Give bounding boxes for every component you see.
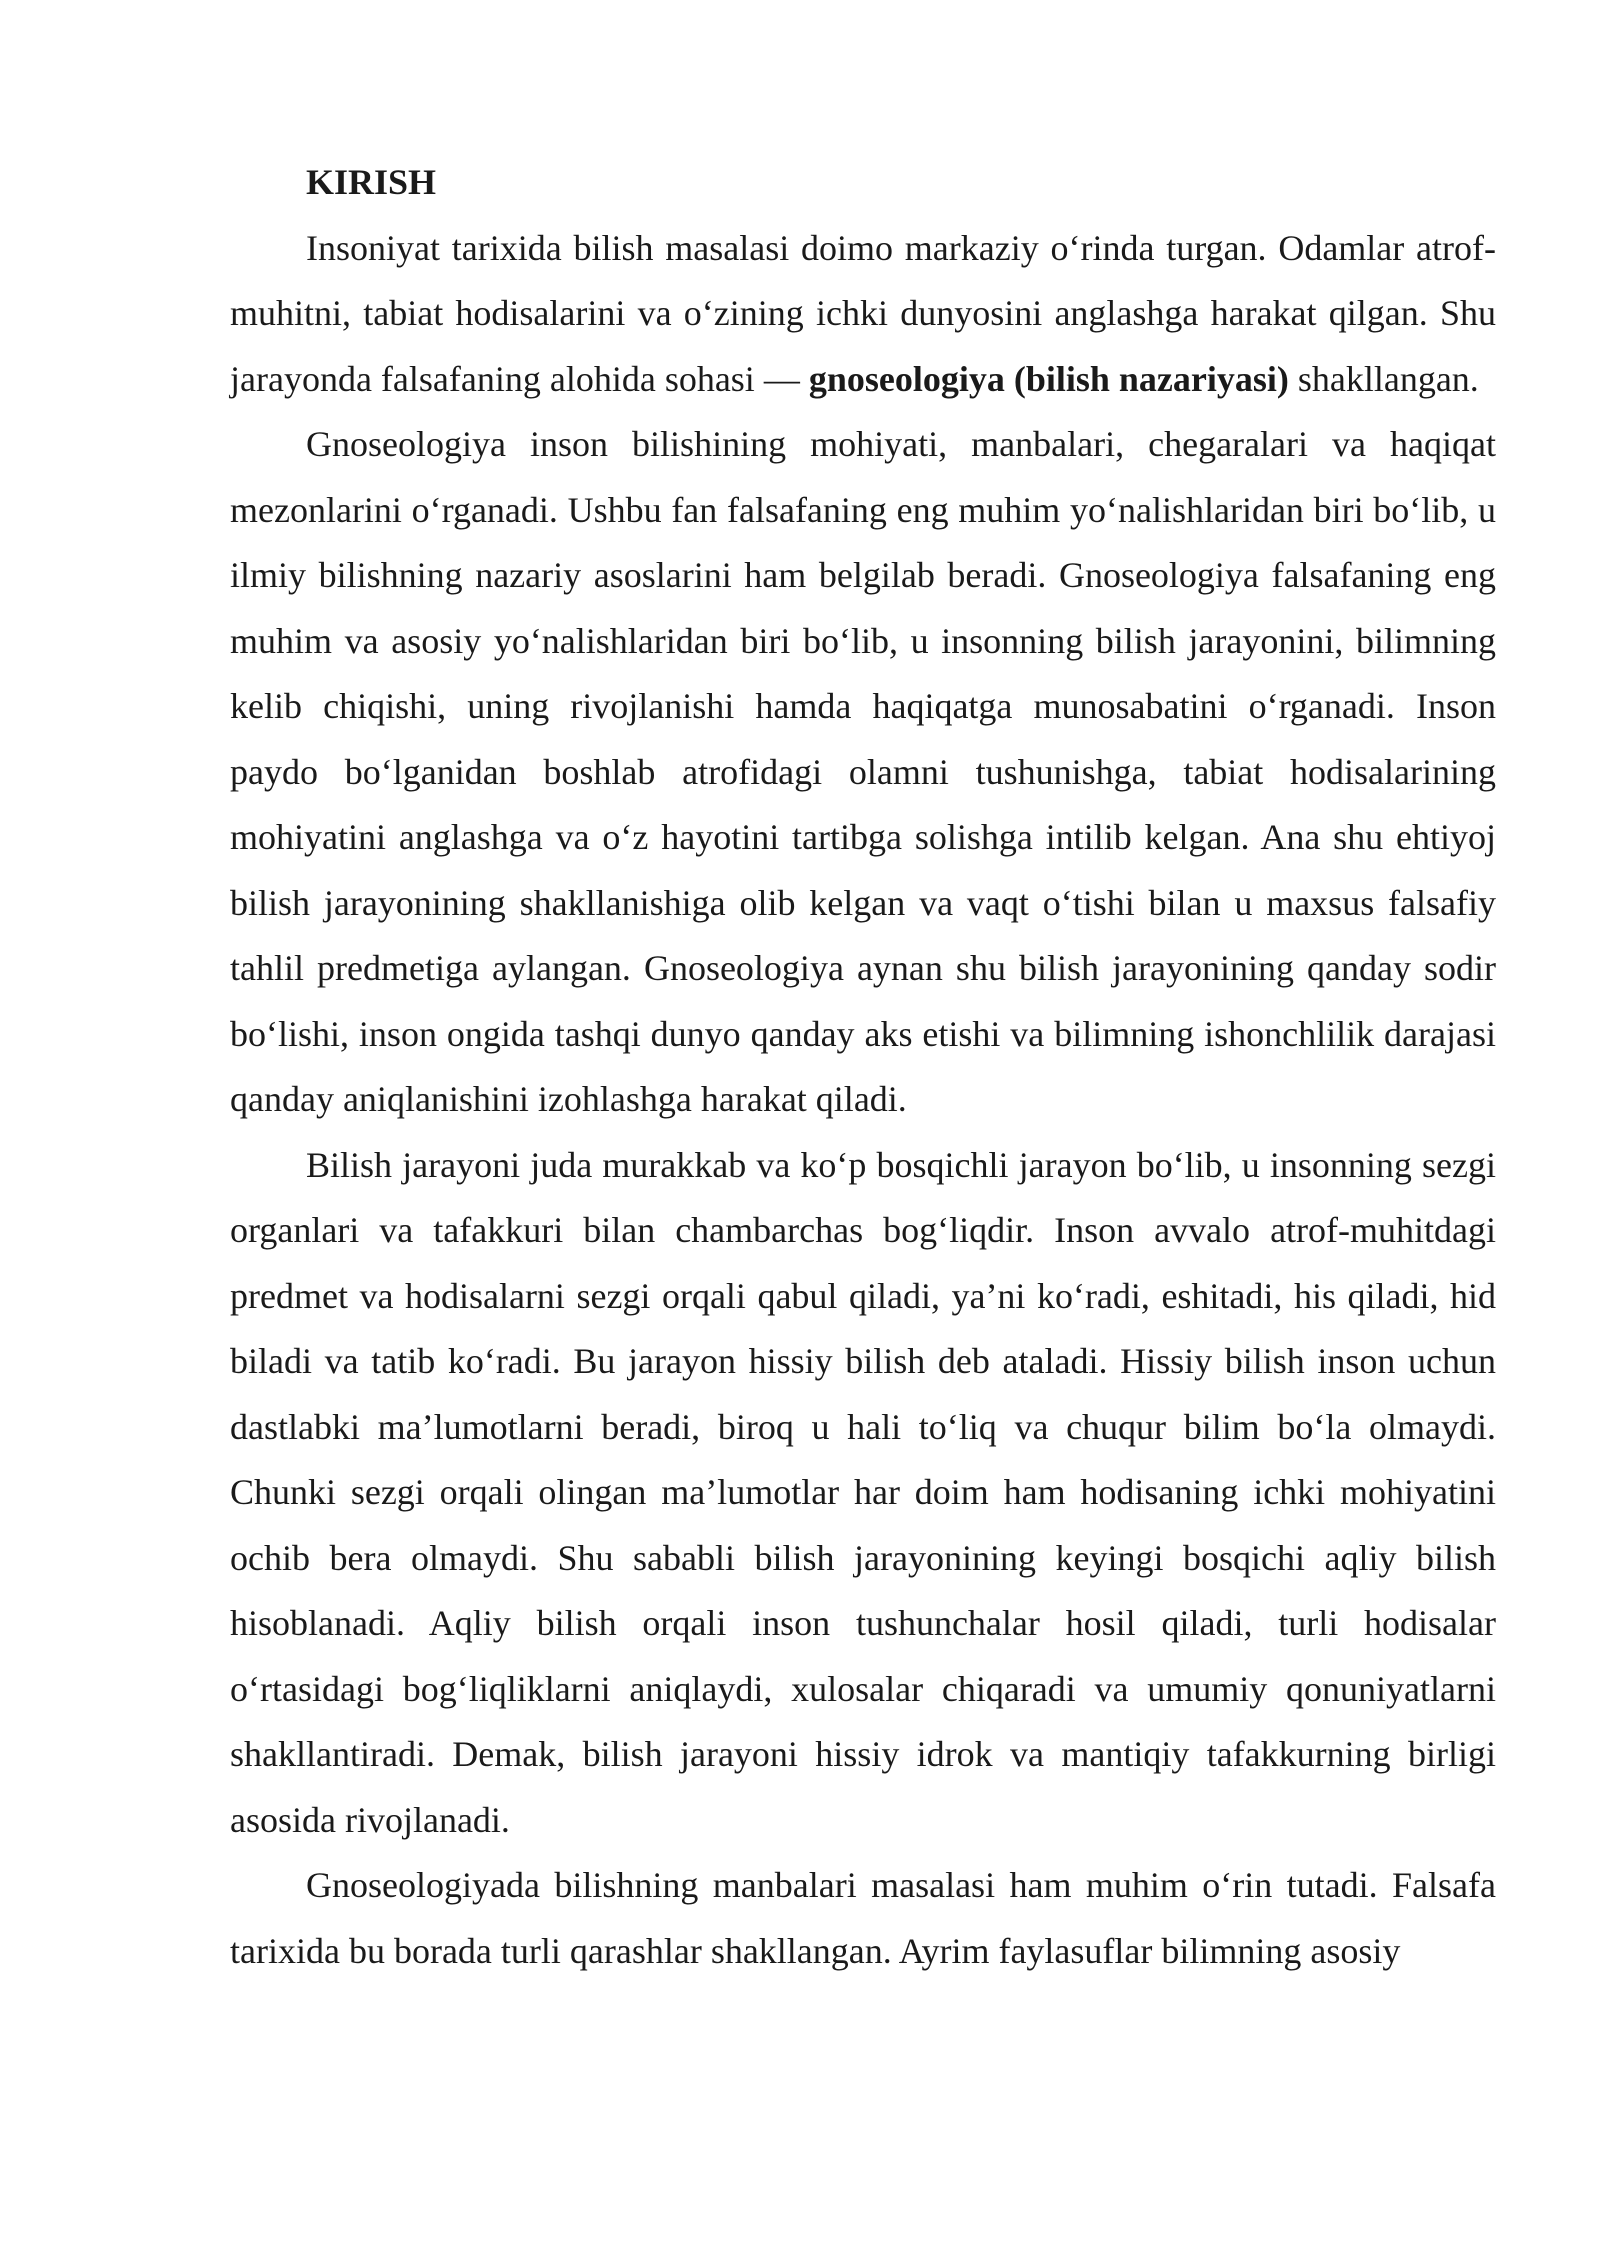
paragraph-intro <box>230 216 1496 413</box>
paragraph-cognition-process: Bilish jarayoni juda murakkab va ko‘p bosqichli jarayon bo‘lib, u insonning sezgi organlari va tafakkuri bilan chambarchas bog‘liqdir. Inson avvalo atrof-muhitdagi predmet va hodisalarni sezgi orqali qabul qiladi, ya’ni ko‘radi, eshitadi, his qiladi, hid biladi va tatib ko‘radi. Bu jarayon hissiy bilish deb ataladi. Hissiy bilish inson uchun dastlabki ma’lumotlarni beradi, biroq u hali to‘liq va chuqur bilim bo‘la olmaydi. Chunki sezgi orqali olingan ma’lumotlar har doim ham hodisaning ichki mohiyatini ochib bera olmaydi. Shu sababli bilish jarayonining keyingi bosqichi aqliy bilish hisoblanadi. Aqliy bilish orqali inson tushunchalar hosil qiladi, turli hodisalar o‘rtasidagi bog‘liqliklarni aniqlaydi, xulosalar chiqaradi va umumiy qonuniyatlarni shakllantiradi. Demak, bilish jarayoni hissiy idrok va mantiqiy tafakkurning birligi asosida rivojlanadi. <box>230 1144 1496 1840</box>
section-heading: KIRISH <box>306 162 437 202</box>
gnoseology-term: gnoseologiya (bilish nazariyasi) <box>808 358 1289 399</box>
paragraph-gnoseology: Gnoseologiya inson bilishining mohiyati, manbalari, chegaralari va haqiqat mezonlarini o‘rganadi. Ushbu fan falsafaning eng muhim yo‘nalishlaridan biri bo‘lib, u ilmiy bilishning nazariy asoslarini ham belgilab beradi. Gnoseologiya falsafaning eng muhim va asosiy yo‘nalishlaridan biri bo‘lib, u insonning bilish jarayonini, bilimning kelib chiqishi, uning rivojlanishi hamda haqiqatga munosabatini o‘rganadi. Inson paydo bo‘lganidan boshlab atrofidagi olamni tushunishga, tabiat hodisalarining mohiyatini anglashga va o‘z hayotini tartibga solishga intilib kelgan. Ana shu ehtiyoj bilish jarayonining shakllanishiga olib kelgan va vaqt o‘tishi bilan u maxsus falsafiy tahlil predmetiga aylangan. Gnoseologiya aynan shu bilish jarayonining qanday sodir bo‘lishi, inson ongida tashqi dunyo qanday aks etishi va bilimning ishonchlilik darajasi qanday aniqlanishini izohlashga harakat qiladi. <box>230 424 1496 1119</box>
paragraph-intro-text: Insoniyat tarixida bilish masalasi doimo markaziy o‘rinda turgan. Odamlar atrof-muhitni, tabiat hodisalarini va o‘zining ichki dunyosini anglashga harakat qilgan. Shu jarayonda falsafaning alohida sohasi — <box>230 227 1496 399</box>
document-page <box>230 150 1496 1984</box>
paragraph-intro-ending: shakllangan. <box>1288 358 1479 399</box>
paragraph-sources: Gnoseologiyada bilishning manbalari masalasi ham muhim o‘rin tutadi. Falsafa tarixida bu borada turli qarashlar shakllangan. Ayrim faylasuflar bilimning asosiy <box>230 1865 1496 1971</box>
